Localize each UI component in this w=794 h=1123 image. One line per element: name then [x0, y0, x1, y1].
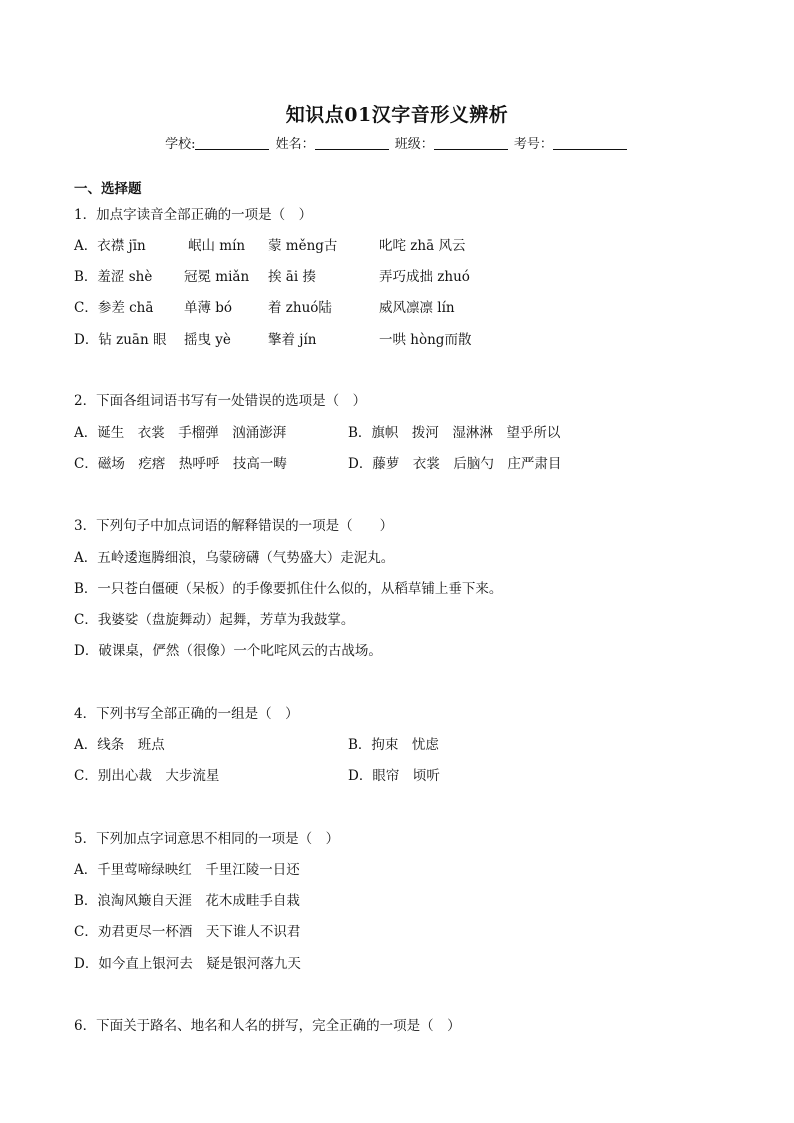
class-label: 班级： — [394, 137, 434, 152]
question-6-stem: 6．下面关于路名、地名和人名的拼写，完全正确的一项是（ ） — [74, 1018, 461, 1034]
q1-b-item-4: 弄巧成拙 zhuó — [379, 269, 470, 285]
question-5-option-b: B．浪淘风簸自天涯 花木成畦手自栽 — [74, 893, 300, 909]
question-4-option-d: D．眼帘 顷听 — [348, 768, 440, 784]
question-4-option-c: C．别出心裁 大步流星 — [74, 768, 220, 784]
q1-c-item-3: 着 zhuó陆 — [268, 300, 332, 316]
question-1-stem: 1．加点字读音全部正确的一项是（ ） — [74, 207, 313, 223]
q1-a-item-4: 叱咤 zhā 风云 — [379, 238, 466, 254]
q1-b-item-3: 挨 āi 揍 — [268, 269, 316, 285]
question-1-option-a — [74, 234, 724, 254]
question-1-option-d — [74, 328, 724, 348]
question-1-option-c — [74, 296, 724, 316]
question-3-option-b: B．一只苍白僵硬（呆板）的手像要抓住什么似的，从稻草铺上垂下来。 — [74, 581, 503, 597]
question-5-option-a: A．千里莺啼绿映红 千里江陵一日还 — [74, 862, 300, 878]
q1-a-item-3: 蒙 měng古 — [268, 238, 338, 254]
q1-c-item-4: 威风凛凛 lín — [379, 300, 455, 316]
name-blank[interactable] — [315, 137, 389, 150]
q1-a-item-2: 岷山 mín — [188, 238, 246, 254]
question-4-stem: 4．下列书写全部正确的一组是（ ） — [74, 706, 299, 722]
q1-d-item-3: 擎着 jín — [268, 332, 317, 348]
question-5-option-c: C．劝君更尽一杯酒 天下谁人不识君 — [74, 924, 301, 940]
question-2-option-a: A．诞生 衣裳 手榴弹 汹涌澎湃 — [74, 425, 287, 441]
question-1-option-b — [74, 265, 724, 285]
student-info-line — [0, 133, 794, 152]
question-2-option-c: C．磁场 疙瘩 热呼呼 技高一畴 — [74, 456, 287, 472]
question-3-option-a: A．五岭逶迤腾细浪，乌蒙磅礴（气势盛大）走泥丸。 — [74, 550, 395, 566]
q1-a-item-1: A．衣襟 jīn — [74, 238, 146, 254]
question-3-option-c: C．我婆娑（盘旋舞动）起舞，芳草为我鼓掌。 — [74, 612, 355, 628]
section-heading: 一、选择题 — [74, 181, 142, 197]
question-4-option-b: B．拘束 忧虑 — [348, 737, 439, 753]
school-label: 学校: — [165, 137, 196, 152]
page-title: 知识点01汉字音形义辨析 — [285, 104, 509, 126]
name-label: 姓名： — [275, 137, 315, 152]
question-4-option-a: A．线条 班点 — [74, 737, 165, 753]
q1-b-item-1: B．羞涩 shè — [74, 269, 153, 285]
question-2-option-d: D．藤萝 衣裳 后脑勺 庄严肃目 — [348, 456, 562, 472]
question-2-stem: 2．下面各组词语书写有一处错误的选项是（ ） — [74, 393, 367, 409]
school-blank[interactable] — [195, 137, 269, 150]
class-blank[interactable] — [434, 137, 508, 150]
q1-d-item-4: 一哄 hòng而散 — [379, 332, 472, 348]
question-5-stem: 5．下列加点字词意思不相同的一项是（ ） — [74, 831, 340, 847]
q1-d-item-1: D．钻 zuān 眼 — [74, 332, 167, 348]
question-2-option-b: B．旗帜 拨河 湿淋淋 望乎所以 — [348, 425, 561, 441]
q1-b-item-2: 冠冕 miǎn — [184, 269, 250, 285]
question-3-stem: 3．下列句子中加点词语的解释错误的一项是（ ） — [74, 518, 394, 534]
q1-c-item-2: 单薄 bó — [184, 300, 233, 316]
id-blank[interactable] — [553, 137, 627, 150]
id-label: 考号： — [513, 137, 553, 152]
question-3-option-d: D．破课桌，俨然（很像）一个叱咤风云的古战场。 — [74, 643, 382, 659]
q1-c-item-1: C．参差 chā — [74, 300, 154, 316]
question-5-option-d: D．如今直上银河去 疑是银河落九天 — [74, 956, 301, 972]
q1-d-item-2: 摇曳 yè — [184, 332, 231, 348]
